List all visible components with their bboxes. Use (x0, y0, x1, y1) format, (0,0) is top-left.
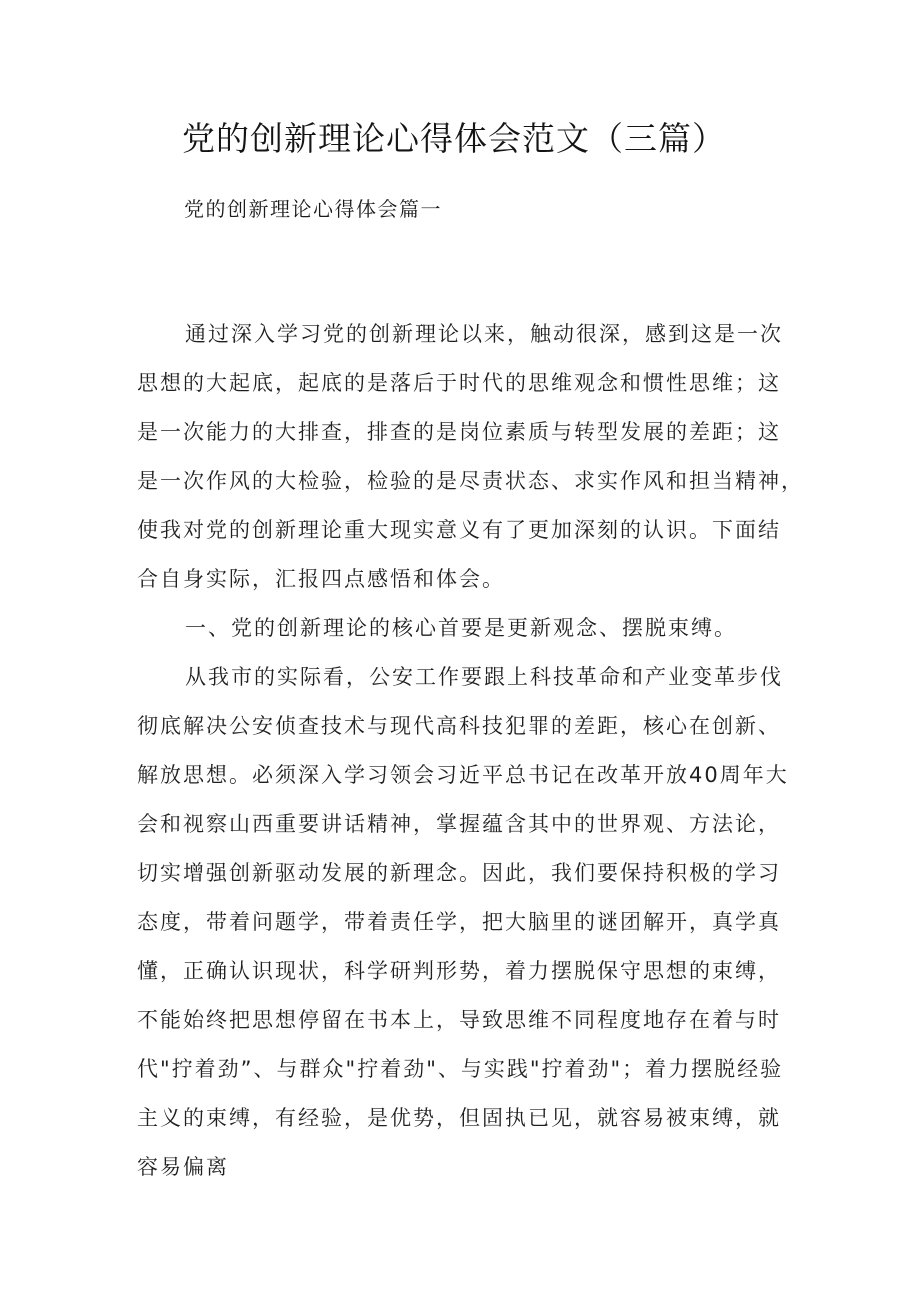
paragraph-line: 会和视察山西重要讲话精神，掌握蕴含其中的世界观、方法论， (137, 812, 781, 836)
paragraph-line: 态度，带着问题学，带着责任学，把大脑里的谜团解开，真学真 (137, 910, 781, 934)
paragraph-line: 切实增强创新驱动发展的新理念。因此，我们要保持积极的学习 (137, 861, 781, 885)
paragraph-line: 思想的大起底，起底的是落后于时代的思维观念和惯性思维；这 (137, 371, 781, 395)
subheading-line: 一、党的创新理论的核心首要是更新观念、摆脱束缚。 (185, 616, 737, 640)
paragraph-line: 通过深入学习党的创新理论以来，触动很深，感到这是一次 (185, 322, 783, 346)
paragraph-line: 从我市的实际看，公安工作要跟上科技革命和产业变革步伐 (185, 665, 783, 689)
paragraph-line: 懂，正确认识现状，科学研判形势，着力摆脱保守思想的束缚， (137, 959, 781, 983)
paragraph-line: 合自身实际，汇报四点感悟和体会。 (137, 567, 505, 591)
paragraph-line: 主义的束缚，有经验，是优势，但固执已见，就容易被束缚，就 (137, 1106, 781, 1130)
section-heading: 党的创新理论心得体会篇一 (184, 197, 442, 221)
paragraph-line: 容易偏离 (137, 1155, 229, 1179)
paragraph-line: 解放思想。必须深入学习领会习近平总书记在改革开放40周年大 (137, 763, 789, 787)
paragraph-line: 不能始终把思想停留在书本上，导致思维不同程度地存在着与时 (137, 1008, 781, 1032)
paragraph-line: 使我对党的创新理论重大现实意义有了更加深刻的认识。下面结 (137, 518, 781, 542)
paragraph-line: 彻底解决公安侦查技术与现代高科技犯罪的差距，核心在创新、 (137, 714, 781, 738)
paragraph-line: 是一次作风的大检验，检验的是尽责状态、求实作风和担当精神， (137, 469, 804, 493)
document-body (137, 310, 804, 1192)
paragraph-line: 代"拧着劲”、与群众"拧着劲"、与实践"拧着劲"；着力摆脱经验 (137, 1057, 784, 1081)
document-title: 党的创新理论心得体会范文（三篇） (182, 119, 726, 158)
paragraph-line: 是一次能力的大排查，排查的是岗位素质与转型发展的差距；这 (137, 420, 781, 444)
